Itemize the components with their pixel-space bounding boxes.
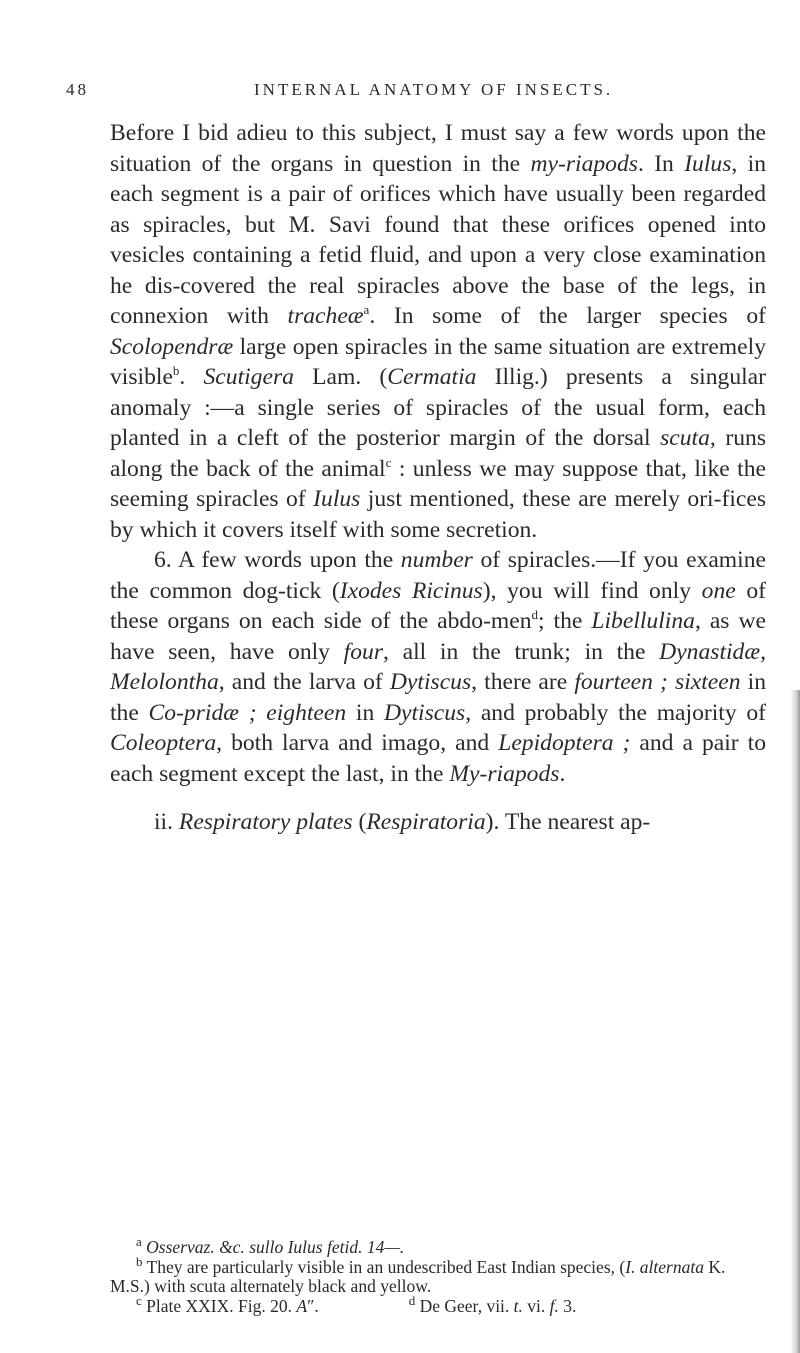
page-header: [66, 80, 766, 108]
text-run: .: [179, 364, 204, 390]
footnote-text: They are particularly visible in an undescribed East Indian species, (: [142, 1256, 626, 1277]
footnote-text: De Geer, vii.: [415, 1295, 514, 1316]
italic-run: Lepidoptera ;: [498, 730, 631, 756]
text-run: , and the larva of: [218, 669, 390, 695]
footnote-ref-b: b: [172, 363, 180, 379]
footnote-mark: b: [136, 1253, 143, 1269]
italic-run: fourteen ; sixteen: [574, 669, 741, 695]
text-run: , both larva and imago, and: [216, 730, 499, 756]
italic-run: Dytiscus: [383, 699, 466, 726]
italic-run: Coleoptera: [110, 730, 217, 756]
text-run: and a pair to each segment except the last, in the: [110, 730, 766, 787]
footnote-mark: c: [136, 1292, 142, 1308]
text-run: large open spiracles in the same situation are extremely visible: [110, 333, 766, 390]
italic-run: Dynastidæ, Melolontha: [110, 638, 766, 695]
footnote-text: K. M.S.) with scuta alternately black and yellow.: [110, 1256, 726, 1296]
footnote-text: Osservaz. &c. sullo Iulus fetid. 14—.: [146, 1237, 405, 1257]
text-run: Before I bid adieu to this subject, I must say a few words upon the situation of the organs in question in the: [110, 120, 766, 177]
footnote-text: Plate XXIX. Fig. 20.: [141, 1295, 297, 1316]
italic-run: Libellulina: [591, 608, 695, 634]
footnote-ref-a: a: [363, 302, 370, 318]
text-run: ). The nearest ap-: [485, 809, 651, 835]
italic-run: number: [400, 547, 473, 573]
italic-run: Ixodes Ricinus: [339, 577, 483, 604]
italic-run: My-riapods: [449, 760, 560, 787]
text-run: Illig.) presents a singular anomaly :—a single series of spiracles of the usual form, each planted in a cleft of the posterior margin of the dorsal: [110, 364, 766, 451]
body-text: [110, 118, 766, 838]
text-run: just mentioned, these are merely ori-fices by which it covers itself with some secretion.: [110, 486, 766, 543]
text-run: , runs along the back of the animal: [110, 425, 767, 482]
footnote-mark: d: [408, 1292, 416, 1308]
text-run: of spiracles.—If you examine the common dog-tick (: [110, 547, 766, 604]
footnote-a: [110, 1234, 766, 1258]
footnote-ref-c: c: [385, 454, 392, 470]
text-run: .: [559, 760, 566, 787]
italic-run: Scutigera: [203, 364, 294, 390]
footnote-text: vi.: [522, 1295, 550, 1316]
text-run: (: [352, 809, 367, 835]
italic-run: Dytiscus: [389, 669, 472, 695]
text-run: Lam. (: [293, 364, 388, 390]
footnote-text: ″.: [307, 1295, 319, 1316]
page-number: 48: [66, 80, 89, 99]
footnote-italic: f.: [549, 1295, 559, 1316]
italic-run: tracheæ: [287, 303, 364, 329]
footnote-text: 3.: [558, 1295, 577, 1316]
text-run: . In: [637, 150, 685, 177]
text-run: ; the: [538, 608, 592, 634]
paragraph-myriapod-spiracles: [110, 118, 766, 545]
footnote-b: [110, 1253, 766, 1297]
italic-run: one: [701, 577, 736, 604]
text-run: : unless we may suppose that, like the seeming spiracles of: [110, 455, 766, 512]
footnote-ref-d: d: [531, 607, 539, 623]
text-run: of these organs on each side of the abdo-men: [110, 577, 766, 634]
italic-run: Iulus: [313, 486, 361, 512]
footnote-italic: t.: [513, 1295, 523, 1316]
footnote-italic: A: [296, 1295, 308, 1316]
italic-run: four: [343, 638, 384, 665]
page-edge-shadow: [790, 690, 800, 1353]
italic-run: Cermatia: [387, 364, 477, 390]
italic-run: my-riapods: [530, 150, 638, 177]
italic-run: Scolopendræ: [110, 333, 234, 360]
italic-run: Respiratoria: [366, 809, 486, 835]
italic-run: scuta: [660, 425, 710, 451]
footnote-cd: [110, 1292, 766, 1317]
text-run: 6. A few words upon the: [154, 547, 401, 573]
footnotes: [110, 1234, 766, 1316]
text-run: in: [346, 699, 384, 726]
paragraph-number-of-spiracles: [110, 545, 766, 789]
text-run: ), you will find only: [482, 577, 702, 604]
text-run: , all in the trunk; in the: [383, 638, 660, 665]
italic-run: Iulus: [684, 150, 732, 177]
footnote-italic: I. alternata: [625, 1256, 704, 1277]
running-title: INTERNAL ANATOMY OF INSECTS.: [254, 80, 614, 99]
text-run: , in each segment is a pair of orifices which have usually been regarded as spiracles, but M. Savi found that these orifices opened into vesicles containing a fetid fluid, and upon a very close examination he dis-covered the real spiracles above the base of the legs, in connexion with: [110, 150, 766, 329]
text-run: in the: [110, 669, 766, 726]
text-run: , and probably the majority of: [465, 699, 766, 726]
paragraph-respiratory-plates: [110, 807, 766, 838]
italic-run: Co-pridæ ; eighteen: [148, 699, 347, 726]
text-run: , there are: [471, 669, 575, 695]
text-run: . In some of the larger species of: [369, 303, 766, 329]
footnote-mark: a: [136, 1234, 142, 1250]
italic-run: Respiratory plates: [178, 809, 353, 835]
text-run: , as we have seen, have only: [110, 608, 766, 665]
text-run: ii.: [154, 809, 179, 835]
